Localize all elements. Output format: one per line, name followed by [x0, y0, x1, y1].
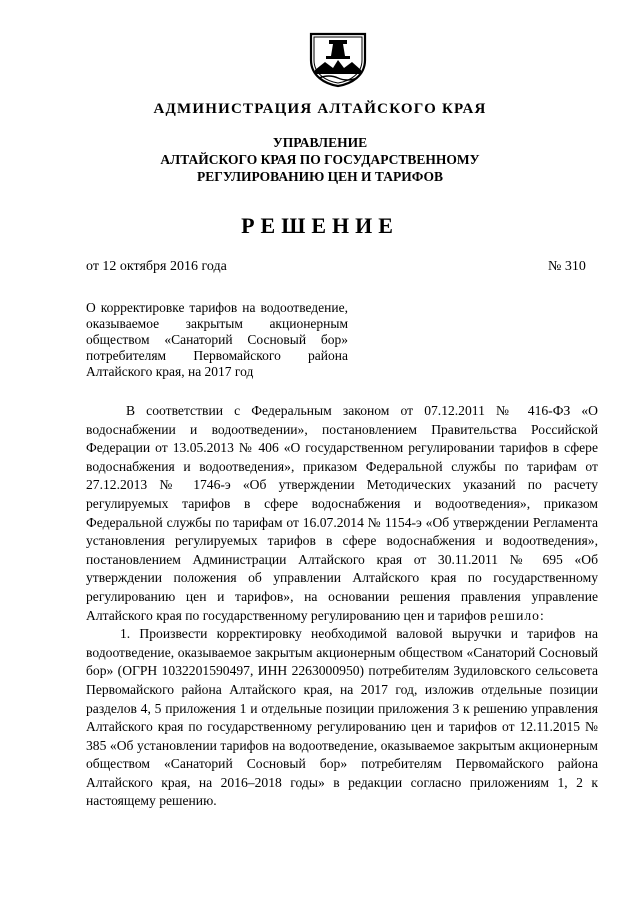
preamble-paragraph — [86, 402, 598, 625]
department-line: УПРАВЛЕНИЕ — [272, 135, 368, 150]
decision-number: № 310 — [548, 259, 586, 274]
department-line: АЛТАЙСКОГО КРАЯ ПО ГОСУДАРСТВЕННОМУ — [160, 152, 480, 167]
coat-of-arms-emblem — [307, 30, 369, 88]
preamble-text: В соответствии с Федеральным законом от 07.12.2011 № 416-ФЗ «О водоснабжении и водоотведении», постановлением Правительства Российской Федерации от 13.05.2013 № 406 «О государственном регулировании тарифов в сфере водоснабжения и водоотведения», приказом Федеральной службы по тарифам от 27.12.2013 № 1746-э «Об утверждении Методических указаний по расчету регулируемых тарифов в сфере водоснабжения и водоотведения», приказом Федеральной службы по тарифам от 16.07.2014 № 1154-э «Об утверждении Регламента установления регулируемых тарифов в сфере водоснабжения и водоотведения», постановлением Администрации Алтайского края от 30.11.2011 № 695 «Об утверждении положения об управлении Алтайского края по государственному регулированию цен и тарифов», на основании решения правления управление Алтайского края по государственному регулированию цен и тарифов — [86, 403, 598, 623]
department-title — [0, 134, 640, 185]
decision-body — [86, 402, 598, 811]
decision-subject: О корректировке тарифов на водоотведение, оказываемое закрытым акционерным обществом «Санаторий Сосновый бор» потребителям Первомайского района Алтайского края, на 2017 год — [86, 300, 348, 379]
decision-date: от 12 октября 2016 года — [86, 259, 227, 274]
document-type-title: РЕШЕНИЕ — [241, 213, 399, 238]
decided-word: решило: — [489, 607, 545, 623]
department-line: РЕГУЛИРОВАНИЮ ЦЕН И ТАРИФОВ — [196, 169, 444, 184]
administration-title: АДМИНИСТРАЦИЯ АЛТАЙСКОГО КРАЯ — [153, 101, 487, 117]
item-1-paragraph: 1. Произвести корректировку необходимой валовой выручки и тарифов на водоотведение, оказываемое закрытым акционерным обществом «Санаторий Сосновый бор» (ОГРН 1032201590497, ИНН 2263000950) потребителям Зудиловского сельсовета Первомайского района Алтайского края, на 2017 год, изложив отдельные позиции разделов 4, 5 приложения 1 и отдельные позиции приложения 3 к решению управления Алтайского края по государственному регулированию цен и тарифов от 12.11.2015 № 385 «Об установлении тарифов на водоотведение, оказываемое закрытым акционерным обществом «Санаторий Сосновый бор» потребителям Первомайского района Алтайского края, на 2016–2018 годы» в редакции согласно приложениям 1, 2 к настоящему решению. — [86, 626, 598, 809]
